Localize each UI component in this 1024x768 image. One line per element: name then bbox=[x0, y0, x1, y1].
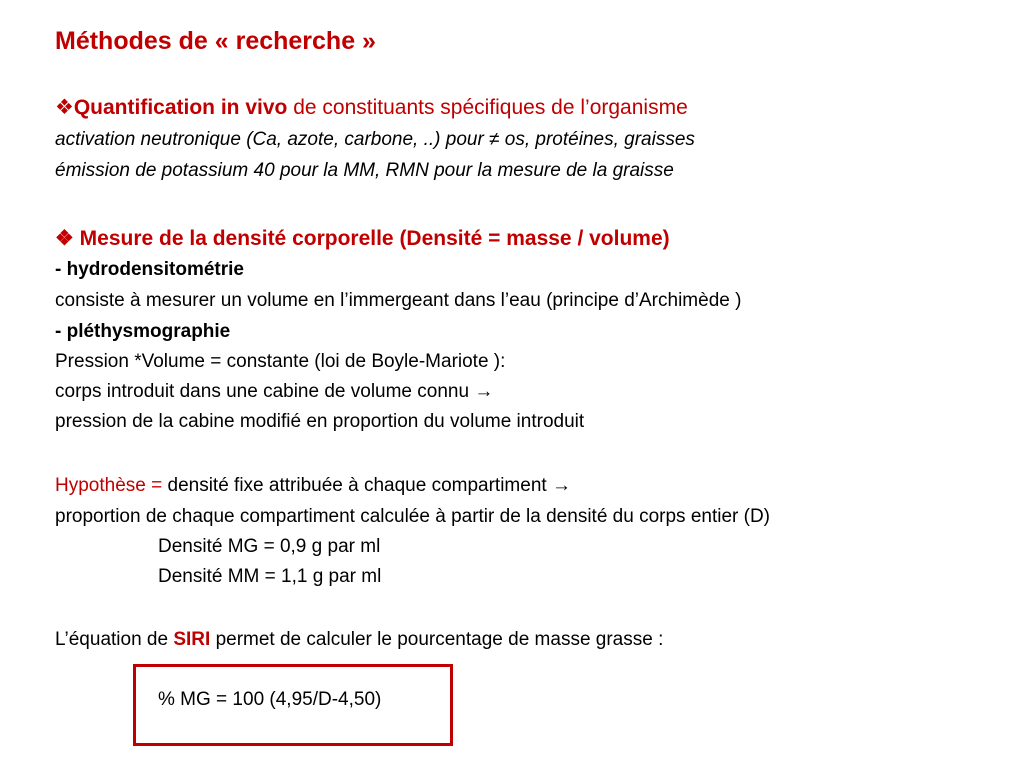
emission-potassium-line: émission de potassium 40 pour la MM, RMN pour la mesure de la graisse bbox=[55, 160, 674, 181]
siri-prefix: L’équation de bbox=[55, 629, 174, 650]
hydrodensitometrie-desc: consiste à mesurer un volume en l’immergeant dans l’eau (principe d’Archimède ) bbox=[55, 290, 742, 311]
densite-heading-text: Mesure de la densité corporelle (Densité = masse / volume) bbox=[73, 227, 670, 250]
densite-mm-line: Densité MM = 1,1 g par ml bbox=[158, 566, 382, 587]
siri-line bbox=[55, 628, 663, 652]
hypothese-label: Hypothèse = bbox=[55, 475, 168, 496]
slide-title: Méthodes de « recherche » bbox=[55, 27, 376, 55]
quantification-rest: de constituants spécifiques de l’organisme bbox=[287, 96, 688, 119]
hypothese-line bbox=[55, 474, 571, 498]
densite-mg-line: Densité MG = 0,9 g par ml bbox=[158, 536, 381, 557]
siri-name: SIRI bbox=[173, 629, 211, 650]
section-densite-heading bbox=[55, 226, 670, 252]
diamond-bullet-icon: ❖ bbox=[55, 227, 74, 250]
diamond-bullet-icon: ❖ bbox=[55, 96, 74, 119]
proportion-line: proportion de chaque compartiment calculée à partir de la densité du corps entier (D) bbox=[55, 506, 770, 527]
siri-suffix: permet de calculer le pourcentage de masse grasse : bbox=[210, 629, 664, 650]
boyle-mariote-line: Pression *Volume = constante (loi de Boyle-Mariote ): bbox=[55, 351, 506, 372]
hypothese-text: densité fixe attribuée à chaque compartiment → bbox=[167, 475, 571, 496]
activation-neutronique-line: activation neutronique (Ca, azote, carbone, ..) pour ≠ os, protéines, graisses bbox=[55, 129, 695, 150]
pression-cabine-line: pression de la cabine modifié en proportion du volume introduit bbox=[55, 411, 585, 432]
hydrodensitometrie-label: - hydrodensitométrie bbox=[55, 259, 244, 280]
quantification-label: Quantification in vivo bbox=[73, 96, 288, 119]
plethysmographie-label: - pléthysmographie bbox=[55, 321, 231, 342]
siri-formula: % MG = 100 (4,95/D-4,50) bbox=[158, 689, 382, 710]
cabine-volume-line: corps introduit dans une cabine de volume connu → bbox=[55, 381, 494, 402]
section-quantification-heading bbox=[55, 95, 688, 121]
